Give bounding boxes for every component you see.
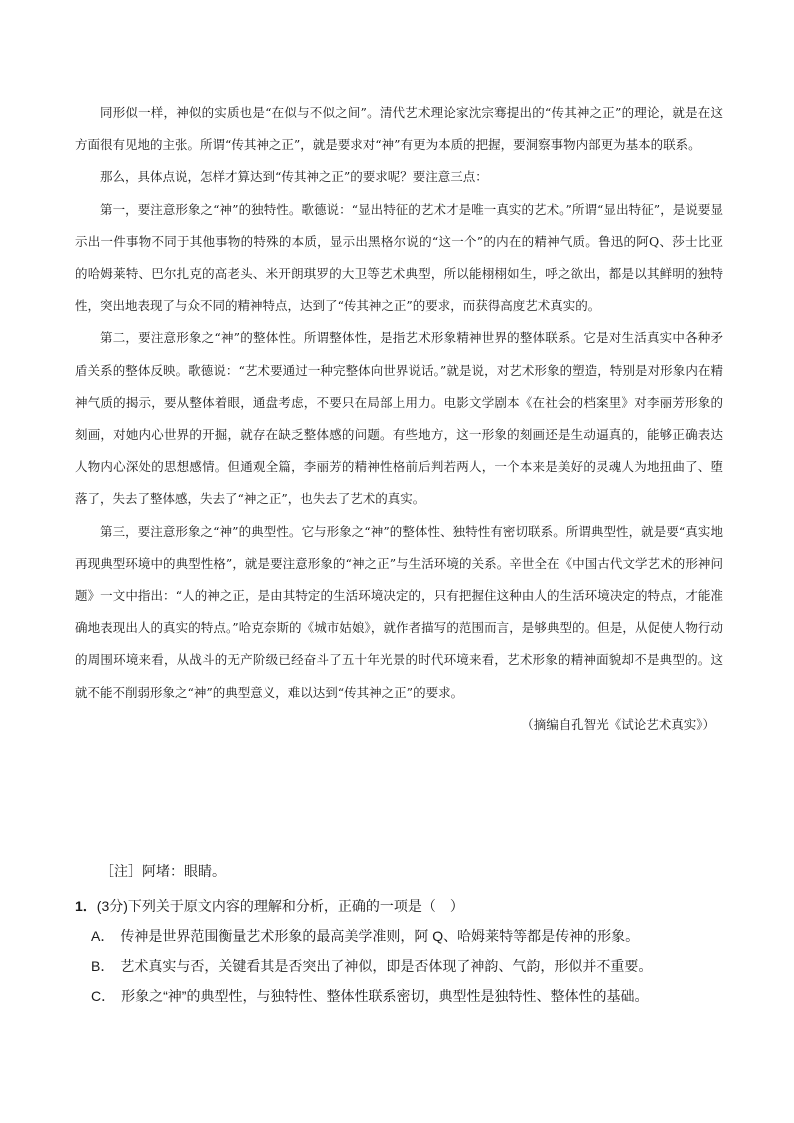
option-text: 艺术真实与否，关键看其是否突出了神似，即是否体现了神韵、气韵，形似并不重要。 xyxy=(120,958,653,974)
essay-paragraph-2: 那么，具体点说，怎样才算达到“传其神之正”的要求呢？要注意三点： xyxy=(100,169,488,185)
option-c[interactable] xyxy=(91,986,735,1006)
question-number: 1． xyxy=(75,898,97,914)
option-text: 传神是世界范围衡量艺术形象的最高美学准则，阿 Q、哈姆莱特等都是传神的形象。 xyxy=(120,928,640,944)
essay-paragraph-4: 第二，要注意形象之“神”的整体性。所谓整体性，是指艺术形象精神世界的整体联系。它是对生活真实中各种矛盾关系的整体反映。歌德说：“艺术要通过一种完整体向世界说话。”就是说，对艺术形象的塑造，特别是对形象内在精神气质的揭示，要从整体着眼，通盘考虑，不要只在局部上用力。电影文学剧本《在社会的档案里》对李丽芳形象的刻画，对她内心世界的开掘，就存在缺乏整体感的问题。有些地方，这一形象的刻画还是生动逼真的，能够正确表达人物内心深处的思想感情。但通观全篇，李丽芳的精神性格前后判若两人，一个本来是美好的灵魂人为地扭曲了、堕落了，失去了整体感，失去了“神之正”，也失去了艺术的真实。 xyxy=(75,330,723,507)
option-letter: B． xyxy=(91,958,115,974)
option-text: 形象之“神”的典型性，与独特性、整体性联系密切，典型性是独特性、整体性的基础。 xyxy=(121,988,649,1004)
essay-paragraph-1: 同形似一样，神似的实质也是“在似与不似之间”。清代艺术理论家沈宗骞提出的“传其神之正”的理论，就是在这方面很有见地的主张。所谓“传其神之正”，就是要求对“神”有更为本质的把握，要洞察事物内部更为基本的联系。 xyxy=(75,105,723,153)
footnote: ［注］阿堵：眼睛。 xyxy=(100,863,226,879)
option-letter: C． xyxy=(91,988,116,1004)
option-a[interactable] xyxy=(91,926,735,946)
question-stem xyxy=(75,896,735,916)
essay-source: （摘编自孔智光《试论艺术真实》） xyxy=(521,716,715,732)
essay-paragraph-3: 第一，要注意形象之“神”的独特性。歌德说：“显出特征的艺术才是唯一真实的艺术。”所谓“显出特征”，是说要显示出一件事物不同于其他事物的特殊的本质，显示出黑格尔说的“这一个”的内在的精神气质。鲁迅的阿Q、莎士比亚的哈姆莱特、巴尔扎克的高老头、米开朗琪罗的大卫等艺术典型，所以能栩栩如生，呼之欲出，都是以其鲜明的独特性，突出地表现了与众不同的精神特点，达到了“传其神之正”的要求，而获得高度艺术真实的。 xyxy=(75,201,723,314)
essay-passage xyxy=(75,97,723,741)
question-1 xyxy=(75,896,735,1016)
option-b[interactable] xyxy=(91,956,735,976)
question-text: (3分)下列关于原文内容的理解和分析，正确的一项是（ ） xyxy=(96,898,464,914)
essay-paragraph-5: 第三，要注意形象之“神”的典型性。它与形象之“神”的整体性、独特性有密切联系。所谓典型性，就是要“真实地再现典型环境中的典型性格”，就是要注意形象的“神之正”与生活环境的关系。辛世全在《中国古代文学艺术的形神问题》一文中指出：“人的神之正，是由其特定的生活环境决定的，只有把握住这种由人的生活环境决定的特点，才能准确地表现出人的真实的特点。”哈克奈斯的《城市姑娘》，就作者描写的范围而言，是够典型的。但是，从促使人物行动的周围环境来看，从战斗的无产阶级已经奋斗了五十年光景的时代环境来看，艺术形象的精神面貌却不是典型的。这就不能不削弱形象之“神”的典型意义，难以达到“传其神之正”的要求。 xyxy=(75,523,723,700)
option-letter: A． xyxy=(91,928,115,944)
